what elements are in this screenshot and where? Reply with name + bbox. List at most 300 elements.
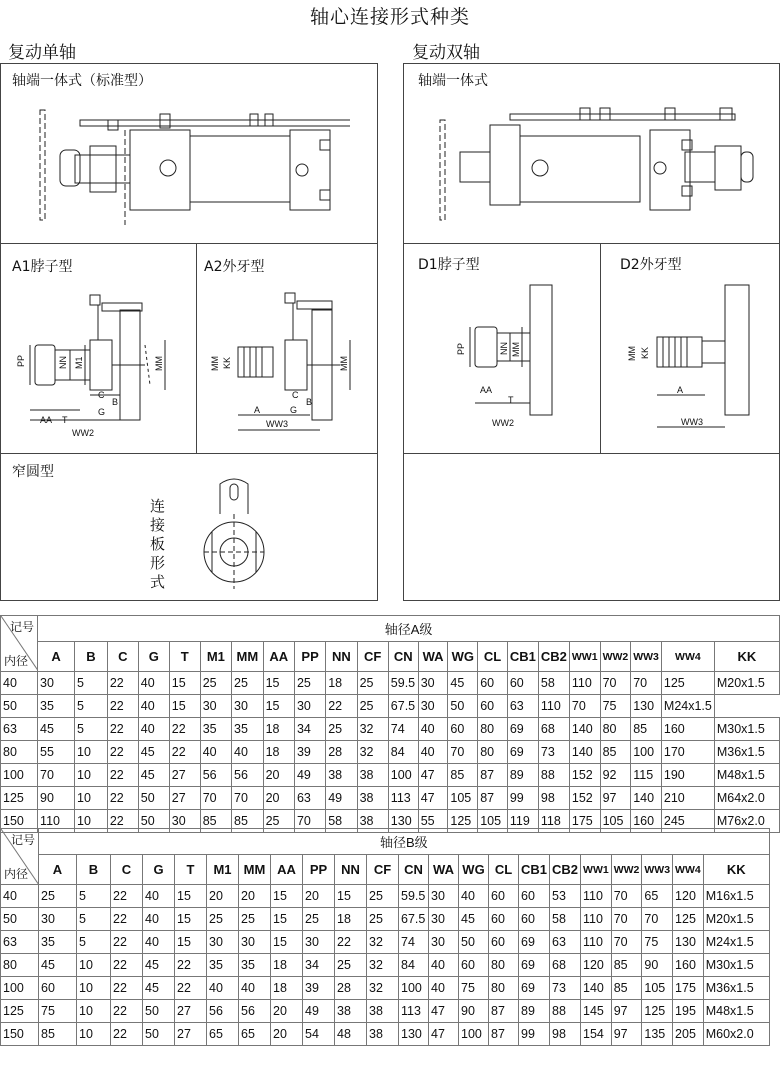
table-cell: 73	[550, 977, 581, 1000]
table-cell: 50	[138, 810, 169, 833]
double-shaft-heading: 复动双轴	[412, 43, 480, 63]
table-row	[1, 1023, 770, 1046]
table-cell: 90	[642, 954, 673, 977]
divider	[403, 243, 780, 244]
table-cell: 135	[642, 1023, 673, 1046]
table-cell: 45	[39, 954, 77, 977]
table-cell: 25	[232, 672, 264, 695]
table-cell: 152	[569, 787, 600, 810]
divider	[0, 453, 378, 454]
table-cell: 87	[489, 1000, 519, 1023]
table-cell: 125	[448, 810, 478, 833]
table-cell: 97	[611, 1000, 642, 1023]
table-cell: 60	[459, 954, 489, 977]
divider	[403, 453, 780, 454]
table-cell: 40	[429, 954, 459, 977]
table-cell: 20	[271, 1000, 303, 1023]
table-row	[1, 695, 780, 718]
dim-m1: M1	[74, 356, 84, 369]
table-cell: 140	[581, 977, 612, 1000]
table-row	[1, 908, 770, 931]
table-cell: 25	[357, 672, 388, 695]
table-cell: 84	[399, 954, 429, 977]
table-cell: 15	[271, 908, 303, 931]
dim-mm: MM	[210, 356, 220, 371]
table-cell: M36x1.5	[703, 977, 769, 1000]
table-cell: 60	[507, 672, 538, 695]
table-cell: 47	[418, 764, 448, 787]
table-cell: 115	[631, 764, 662, 787]
table-cell: 40	[1, 885, 39, 908]
table-cell: 68	[550, 954, 581, 977]
table-cell: 18	[271, 977, 303, 1000]
dim-aa: AA	[40, 415, 53, 425]
table-cell: 15	[169, 695, 200, 718]
table-cell: 25	[367, 885, 399, 908]
table-cell: 110	[581, 885, 612, 908]
table-cell: 22	[107, 718, 138, 741]
table-cell: 10	[75, 741, 108, 764]
dim-ww3: WW3	[266, 419, 288, 429]
table-cell: 22	[111, 931, 143, 954]
table-cell: M48x1.5	[703, 1000, 769, 1023]
table-cell: 22	[175, 977, 207, 1000]
table-column-headers	[1, 642, 780, 672]
table-cell: 40	[418, 718, 448, 741]
table-cell: 22	[107, 787, 138, 810]
dim-mm: MM	[511, 342, 521, 357]
table-row	[1, 931, 770, 954]
table-cell: 195	[673, 1000, 704, 1023]
dim-t: T	[62, 415, 68, 425]
table-cell: 10	[75, 764, 108, 787]
table-cell: 22	[107, 764, 138, 787]
table-cell: 105	[448, 787, 478, 810]
table-cell: 89	[519, 1000, 550, 1023]
table-cell: 22	[111, 1000, 143, 1023]
column-header: WW4	[661, 642, 714, 672]
table-cell: 22	[111, 977, 143, 1000]
table-cell: 85	[232, 810, 264, 833]
table-cell: 50	[143, 1023, 175, 1046]
table-cell: 22	[175, 954, 207, 977]
table-cell: 70	[611, 885, 642, 908]
table-row	[1, 787, 780, 810]
table-cell: 45	[38, 718, 75, 741]
table-cell: 56	[232, 764, 264, 787]
column-header: NN	[335, 855, 367, 885]
table-cell: 65	[642, 885, 673, 908]
column-header: A	[39, 855, 77, 885]
table-cell: 90	[38, 787, 75, 810]
table-cell: M20x1.5	[703, 908, 769, 931]
table-cell: 98	[550, 1023, 581, 1046]
column-header: MM	[232, 642, 264, 672]
table-cell: 15	[335, 885, 367, 908]
table-cell: 15	[169, 672, 200, 695]
dim-nn: NN	[499, 342, 509, 355]
column-header: M1	[200, 642, 231, 672]
table-cell: 110	[38, 810, 75, 833]
table-cell: 70	[569, 695, 600, 718]
dim-aa: AA	[480, 385, 493, 395]
table-row	[1, 718, 780, 741]
spec-table-b	[0, 828, 770, 1046]
table-cell: 45	[448, 672, 478, 695]
table-cell: 63	[550, 931, 581, 954]
table-cell: 50	[143, 1000, 175, 1023]
divider	[0, 243, 378, 244]
table-cell: 40	[138, 695, 169, 718]
table-cell: 67.5	[388, 695, 418, 718]
table-cell: 67.5	[399, 908, 429, 931]
column-header: WG	[459, 855, 489, 885]
table-cell: 22	[111, 1023, 143, 1046]
table-cell: 85	[631, 718, 662, 741]
table-cell: 40	[200, 741, 231, 764]
table-cell: 152	[569, 764, 600, 787]
table-cell: 32	[367, 954, 399, 977]
column-header: MM	[239, 855, 271, 885]
dim-ww2: WW2	[72, 428, 94, 438]
column-header: WA	[418, 642, 448, 672]
table-cell: M36x1.5	[714, 741, 779, 764]
table-cell: 45	[143, 977, 175, 1000]
dim-pp: PP	[456, 342, 466, 355]
table-cell: 88	[538, 764, 569, 787]
table-cell: 35	[232, 718, 264, 741]
table-cell: 15	[175, 931, 207, 954]
table-cell: 130	[399, 1023, 429, 1046]
table-cell: 98	[538, 787, 569, 810]
table-cell: M16x1.5	[703, 885, 769, 908]
table-cell: 32	[367, 931, 399, 954]
table-cell: 60	[448, 718, 478, 741]
table-cell: 85	[200, 810, 231, 833]
table-cell: 45	[143, 954, 175, 977]
table-cell: 105	[642, 977, 673, 1000]
table-cell: M20x1.5	[714, 672, 779, 695]
table-cell: 20	[263, 764, 294, 787]
column-header: G	[143, 855, 175, 885]
table-cell: M60x2.0	[703, 1023, 769, 1046]
table-cell: 69	[519, 977, 550, 1000]
table-cell: 18	[335, 908, 367, 931]
table-cell: 38	[357, 764, 388, 787]
table-cell: 175	[673, 977, 704, 1000]
table-corner: 记号 内径	[1, 829, 39, 885]
table-cell: 125	[673, 908, 704, 931]
table-cell: 38	[367, 1000, 399, 1023]
table-cell: 49	[303, 1000, 335, 1023]
table-cell: 50	[1, 908, 39, 931]
table-cell: 69	[519, 931, 550, 954]
dim-g: G	[98, 407, 106, 417]
table-cell: 75	[459, 977, 489, 1000]
table-cell: 38	[326, 764, 357, 787]
table-cell: 73	[538, 741, 569, 764]
table-cell: 100	[399, 977, 429, 1000]
table-cell: 87	[478, 764, 508, 787]
table-cell: 10	[77, 1023, 111, 1046]
column-header: B	[75, 642, 108, 672]
table-cell: 5	[75, 672, 108, 695]
table-cell: 89	[507, 764, 538, 787]
table-cell: 49	[294, 764, 325, 787]
table-cell: 18	[271, 954, 303, 977]
table-cell: 84	[388, 741, 418, 764]
table-cell: 63	[294, 787, 325, 810]
table-cell: 15	[175, 885, 207, 908]
double-shaft-standard-drawing	[420, 100, 760, 230]
table-cell: 50	[448, 695, 478, 718]
dim-kk: KK	[222, 356, 232, 369]
table-cell: 30	[39, 908, 77, 931]
table-cell: 40	[459, 885, 489, 908]
table-cell: 130	[673, 931, 704, 954]
table-cell: 30	[200, 695, 231, 718]
table-cell: 160	[631, 810, 662, 833]
table-cell: 39	[303, 977, 335, 1000]
standard-single-label: 轴端一体式（标准型）	[12, 73, 152, 89]
table-cell: 30	[169, 810, 200, 833]
table-cell: M48x1.5	[714, 764, 779, 787]
table-cell: 40	[239, 977, 271, 1000]
table-cell: 39	[294, 741, 325, 764]
table-cell: 50	[138, 787, 169, 810]
table-cell: 40	[1, 672, 38, 695]
dim-mm: MM	[627, 346, 637, 361]
table-cell: 60	[39, 977, 77, 1000]
column-header: KK	[703, 855, 769, 885]
standard-double-label: 轴端一体式	[418, 73, 488, 89]
table-cell: 35	[239, 954, 271, 977]
table-cell: 110	[581, 908, 612, 931]
table-cell: 35	[200, 718, 231, 741]
table-cell: M30x1.5	[714, 718, 779, 741]
a1-neck-drawing	[10, 285, 190, 445]
dim-g: G	[290, 405, 298, 415]
table-cell: 18	[263, 741, 294, 764]
table-cell: 45	[138, 741, 169, 764]
table-cell: 56	[207, 1000, 239, 1023]
table-cell: 20	[303, 885, 335, 908]
table-cell: 5	[77, 908, 111, 931]
column-header: WG	[448, 642, 478, 672]
table-cell: 10	[77, 977, 111, 1000]
table-cell: 154	[581, 1023, 612, 1046]
table-cell: 92	[600, 764, 631, 787]
table-cell: 35	[207, 954, 239, 977]
table-cell: 99	[519, 1023, 550, 1046]
table-cell: 105	[478, 810, 508, 833]
table-corner: 记号 内径	[1, 616, 38, 672]
table-cell: 22	[107, 672, 138, 695]
table-cell: 40	[207, 977, 239, 1000]
table-cell: 120	[673, 885, 704, 908]
table-cell: 25	[326, 718, 357, 741]
column-header: CB2	[550, 855, 581, 885]
table-cell: 38	[367, 1023, 399, 1046]
table-cell: 80	[489, 977, 519, 1000]
table-group-header: 轴径B级	[39, 829, 770, 855]
table-cell: 119	[507, 810, 538, 833]
table-cell: 25	[200, 672, 231, 695]
table-cell: 113	[388, 787, 418, 810]
table-cell: 97	[611, 1023, 642, 1046]
table-cell: 110	[538, 695, 569, 718]
table-cell: 75	[642, 931, 673, 954]
column-header: AA	[271, 855, 303, 885]
table-cell: 80	[489, 954, 519, 977]
table-cell: 160	[673, 954, 704, 977]
column-header: T	[169, 642, 200, 672]
plate-type-vertical-label: 连 接 板 形 式	[150, 497, 166, 591]
column-header: CN	[388, 642, 418, 672]
dim-nn: NN	[58, 356, 68, 369]
table-cell: 45	[459, 908, 489, 931]
table-cell: 85	[448, 764, 478, 787]
column-header: KK	[714, 642, 779, 672]
column-header: PP	[294, 642, 325, 672]
table-cell: 20	[271, 1023, 303, 1046]
dim-ww3: WW3	[681, 417, 703, 427]
column-header: AA	[263, 642, 294, 672]
table-cell: 10	[75, 787, 108, 810]
column-header: WW2	[611, 855, 642, 885]
table-cell: 35	[39, 931, 77, 954]
table-cell: 100	[1, 977, 39, 1000]
table-cell: 30	[207, 931, 239, 954]
table-cell: 99	[507, 787, 538, 810]
table-cell: 20	[239, 885, 271, 908]
table-cell: 100	[1, 764, 38, 787]
table-cell: M24x1.5	[661, 695, 714, 718]
table-cell: 70	[200, 787, 231, 810]
table-cell: 120	[581, 954, 612, 977]
table-cell: 10	[77, 1000, 111, 1023]
table-cell: 48	[335, 1023, 367, 1046]
table-cell: 70	[38, 764, 75, 787]
table-cell: 22	[326, 695, 357, 718]
table-cell: 85	[600, 741, 631, 764]
table-cell: 56	[200, 764, 231, 787]
table-cell: 69	[507, 741, 538, 764]
divider	[600, 243, 601, 453]
table-cell: 69	[519, 954, 550, 977]
table-body	[1, 885, 770, 1046]
table-cell: 30	[239, 931, 271, 954]
table-cell: M76x2.0	[714, 810, 779, 833]
dim-c: C	[292, 390, 299, 400]
table-cell: 22	[111, 908, 143, 931]
d1-label: D1脖子型	[418, 257, 480, 273]
table-cell: 18	[263, 718, 294, 741]
table-cell: 80	[1, 741, 38, 764]
table-cell: 35	[38, 695, 75, 718]
table-cell: 69	[507, 718, 538, 741]
dim-c: C	[98, 390, 105, 400]
spec-table-a	[0, 615, 780, 833]
table-cell: 113	[399, 1000, 429, 1023]
table-cell: 15	[263, 672, 294, 695]
table-cell: 15	[271, 885, 303, 908]
table-cell: 22	[107, 695, 138, 718]
table-cell: 85	[39, 1023, 77, 1046]
table-cell: 70	[294, 810, 325, 833]
table-cell: 34	[303, 954, 335, 977]
table-cell: 25	[335, 954, 367, 977]
table-cell: 58	[538, 672, 569, 695]
table-body	[1, 672, 780, 833]
table-cell: 75	[39, 1000, 77, 1023]
table-cell: 245	[661, 810, 714, 833]
table-cell: 63	[1, 718, 38, 741]
table-cell: 145	[581, 1000, 612, 1023]
table-column-headers	[1, 855, 770, 885]
table-cell: 10	[77, 954, 111, 977]
table-cell: 97	[600, 787, 631, 810]
dim-kk: KK	[640, 346, 650, 359]
table-cell: 5	[77, 931, 111, 954]
table-cell: 80	[478, 741, 508, 764]
column-header: CN	[399, 855, 429, 885]
table-cell: 30	[429, 885, 459, 908]
column-header: PP	[303, 855, 335, 885]
table-cell: 40	[418, 741, 448, 764]
table-cell: 87	[478, 787, 508, 810]
table-cell: 70	[642, 908, 673, 931]
column-header: WW3	[642, 855, 673, 885]
table-cell: 75	[600, 695, 631, 718]
column-header: CL	[478, 642, 508, 672]
table-cell: 27	[169, 764, 200, 787]
table-cell: 40	[143, 908, 175, 931]
table-cell: 65	[239, 1023, 271, 1046]
d1-neck-drawing	[450, 275, 590, 445]
table-cell: 55	[38, 741, 75, 764]
table-cell: 110	[581, 931, 612, 954]
table-cell: 15	[263, 695, 294, 718]
table-cell: 32	[367, 977, 399, 1000]
table-cell: 130	[631, 695, 662, 718]
table-cell: 59.5	[399, 885, 429, 908]
column-header: C	[111, 855, 143, 885]
table-cell: 205	[673, 1023, 704, 1046]
table-cell: 32	[357, 741, 388, 764]
table-cell: 60	[489, 931, 519, 954]
table-cell: 53	[550, 885, 581, 908]
table-cell: 38	[357, 810, 388, 833]
table-cell: 140	[569, 718, 600, 741]
table-cell: 74	[388, 718, 418, 741]
a2-thread-drawing	[200, 285, 375, 445]
table-cell: 40	[232, 741, 264, 764]
dim-mm: MM	[154, 356, 164, 371]
table-cell: 30	[429, 931, 459, 954]
table-cell: 30	[232, 695, 264, 718]
table-cell: 25	[207, 908, 239, 931]
column-header: CB2	[538, 642, 569, 672]
table-cell: 105	[600, 810, 631, 833]
table-cell: 30	[38, 672, 75, 695]
table-cell: 47	[429, 1000, 459, 1023]
table-cell: 88	[550, 1000, 581, 1023]
column-header: CB1	[519, 855, 550, 885]
table-cell: 30	[418, 695, 448, 718]
table-row	[1, 764, 780, 787]
table-cell: 25	[367, 908, 399, 931]
